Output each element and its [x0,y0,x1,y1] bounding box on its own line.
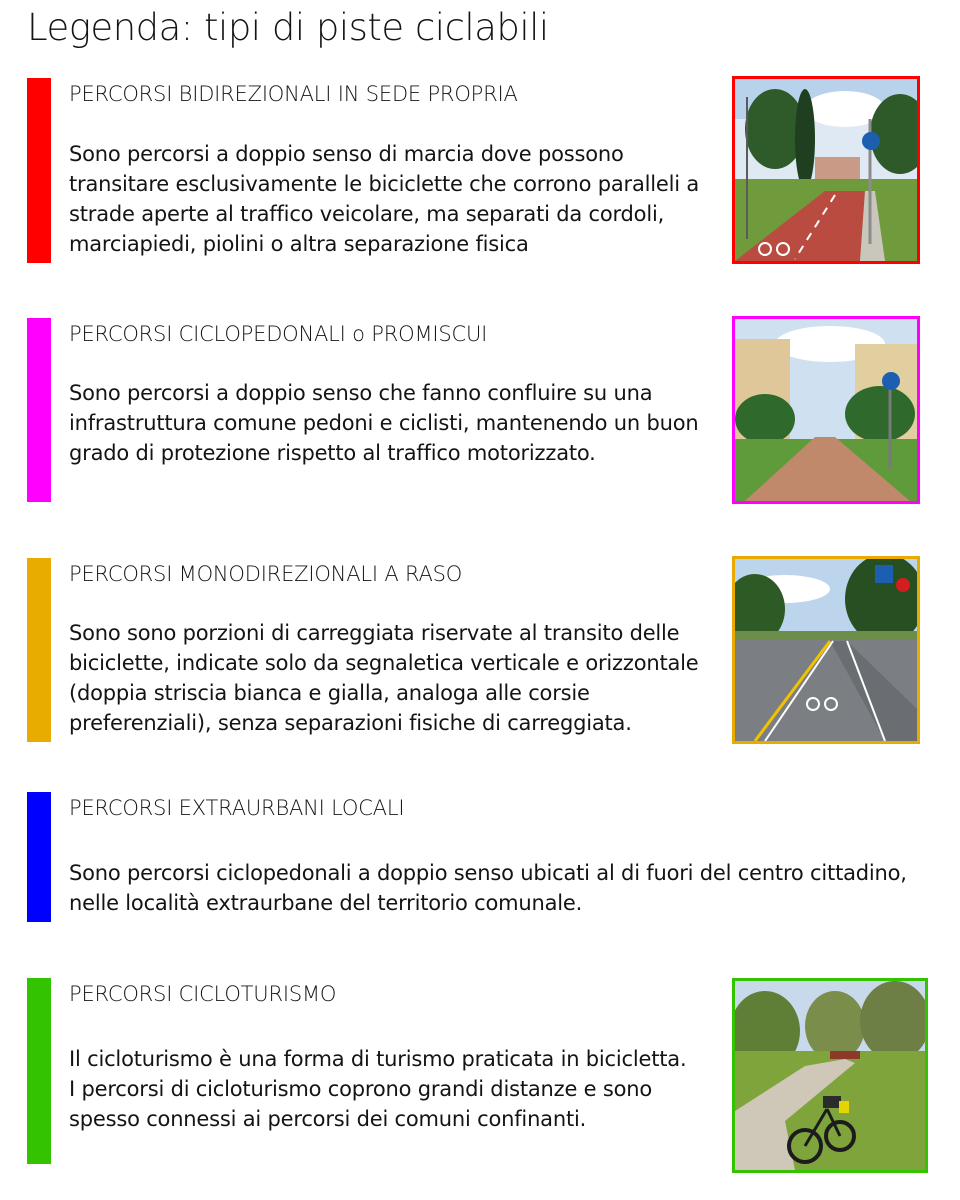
legend-section-extraurban [0,792,960,927]
section-description: Sono sono porzioni di carreggiata riservate al transito delle biciclette, indicate solo da segnaletica verticale e orizzontale (doppia striscia bianca e gialla, analoga alle corsie preferenziali), senza separazioni fisiche di carreggiata. [69,621,699,735]
magenta-color-bar [27,318,51,502]
section-heading: PERCORSI EXTRAURBANI LOCALI [69,796,405,820]
section-description: Il cicloturismo è una forma di turismo praticata in bicicletta. I percorsi di cicloturismo coprono grandi distanze e sono spesso connessi ai percorsi dei comuni confinanti. [69,1047,687,1131]
road-bike-lane-photo [732,556,920,744]
section-heading: PERCORSI BIDIREZIONALI IN SEDE PROPRIA [69,82,518,106]
section-description: Sono percorsi a doppio senso di marcia dove possono transitare esclusivamente le biciclette che corrono paralleli a strade aperte al traffico veicolare, ma separati da cordoli, marciapiedi, piolini o altra separazione fisica [69,142,700,256]
section-heading: PERCORSI MONODIREZIONALI A RASO [69,562,463,586]
section-heading: PERCORSI CICLOTURISMO [69,982,337,1006]
shared-path-photo [732,316,920,504]
legend-section-one-way [0,558,960,748]
legend-section-bidirectional [0,78,960,268]
red-bike-lane-photo [732,76,920,264]
section-description: Sono percorsi a doppio senso che fanno confluire su una infrastruttura comune pedoni e ciclisti, mantenendo un buon grado di protezione rispetto al traffico motorizzato. [69,381,699,465]
section-description: Sono percorsi ciclopedonali a doppio senso ubicati al di fuori del centro cittadino, nelle località extraurbane del territorio comunale. [69,861,907,915]
green-color-bar [27,978,51,1164]
legend-section-shared-path [0,318,960,508]
page-title: Legenda: tipi di piste ciclabili [27,6,549,49]
cycle-tourism-trail-photo [732,978,928,1173]
legend-section-cycle-tourism [0,978,960,1173]
yellow-color-bar [27,558,51,742]
section-heading: PERCORSI CICLOPEDONALI o PROMISCUI [69,322,488,346]
blue-color-bar [27,792,51,922]
red-color-bar [27,78,51,263]
